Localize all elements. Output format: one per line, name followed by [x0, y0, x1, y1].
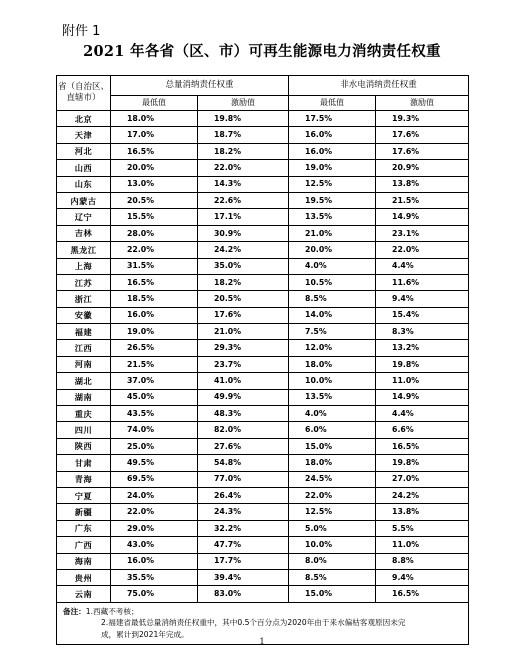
- nonhydro-min-cell: 4.0%: [289, 406, 376, 422]
- province-cell: 吉林: [57, 225, 111, 241]
- total-min-cell: 20.5%: [111, 192, 198, 208]
- table-row: [57, 258, 469, 274]
- total-incentive-cell: 49.9%: [198, 389, 289, 405]
- province-cell: 广西: [57, 537, 111, 553]
- total-min-cell: 35.5%: [111, 569, 198, 585]
- province-cell: 广东: [57, 520, 111, 536]
- nonhydro-incentive-cell: 19.3%: [376, 111, 469, 127]
- total-incentive-cell: 22.6%: [198, 192, 289, 208]
- total-min-cell: 37.0%: [111, 373, 198, 389]
- province-cell: 新疆: [57, 504, 111, 520]
- table-row: [57, 127, 469, 143]
- note-2-line-1: 2.福建省最低总量消纳责任权重中，其中0.5个百分点为2020年由于来水偏枯客观原因未完: [101, 618, 406, 628]
- nonhydro-incentive-cell: 13.2%: [376, 340, 469, 356]
- province-cell: 安徽: [57, 307, 111, 323]
- table-row: [57, 176, 469, 192]
- nonhydro-min-cell: 5.0%: [289, 520, 376, 536]
- table-row: [57, 356, 469, 372]
- nonhydro-min-cell: 19.5%: [289, 192, 376, 208]
- total-min-cell: 25.0%: [111, 438, 198, 454]
- total-min-cell: 22.0%: [111, 504, 198, 520]
- total-incentive-cell: 19.8%: [198, 111, 289, 127]
- nonhydro-min-header: 最低值: [289, 96, 376, 111]
- total-min-cell: 13.0%: [111, 176, 198, 192]
- province-cell: 海南: [57, 553, 111, 569]
- province-cell: 江苏: [57, 274, 111, 290]
- nonhydro-incentive-cell: 8.8%: [376, 553, 469, 569]
- group-header-non-hydro: 非水电消纳责任权重: [289, 76, 469, 96]
- table-row: [57, 520, 469, 536]
- total-min-cell: 43.0%: [111, 537, 198, 553]
- nonhydro-incentive-cell: 9.4%: [376, 291, 469, 307]
- nonhydro-min-cell: 10.5%: [289, 274, 376, 290]
- total-min-cell: 24.0%: [111, 487, 198, 503]
- total-incentive-cell: 18.2%: [198, 274, 289, 290]
- nonhydro-min-cell: 13.5%: [289, 209, 376, 225]
- nonhydro-min-cell: 7.5%: [289, 324, 376, 340]
- nonhydro-incentive-cell: 11.0%: [376, 373, 469, 389]
- total-min-cell: 21.5%: [111, 356, 198, 372]
- nonhydro-incentive-cell: 11.6%: [376, 274, 469, 290]
- nonhydro-min-cell: 17.5%: [289, 111, 376, 127]
- attachment-label: 附件 1: [62, 24, 101, 39]
- nonhydro-min-cell: 24.5%: [289, 471, 376, 487]
- nonhydro-min-cell: 15.0%: [289, 586, 376, 602]
- total-min-cell: 17.0%: [111, 127, 198, 143]
- total-min-cell: 16.5%: [111, 143, 198, 159]
- total-incentive-cell: 23.7%: [198, 356, 289, 372]
- table-row: [57, 324, 469, 340]
- total-min-cell: 43.5%: [111, 406, 198, 422]
- nonhydro-min-cell: 6.0%: [289, 422, 376, 438]
- total-min-cell: 16.5%: [111, 274, 198, 290]
- province-cell: 河北: [57, 143, 111, 159]
- total-min-cell: 69.5%: [111, 471, 198, 487]
- table-row: [57, 569, 469, 585]
- table-row: [57, 455, 469, 471]
- total-incentive-cell: 17.6%: [198, 307, 289, 323]
- province-cell: 内蒙古: [57, 192, 111, 208]
- nonhydro-min-cell: 18.0%: [289, 356, 376, 372]
- table-row: [57, 438, 469, 454]
- total-incentive-cell: 21.0%: [198, 324, 289, 340]
- total-min-cell: 16.0%: [111, 307, 198, 323]
- nonhydro-incentive-cell: 24.2%: [376, 487, 469, 503]
- total-incentive-cell: 17.1%: [198, 209, 289, 225]
- total-min-cell: 15.5%: [111, 209, 198, 225]
- total-min-cell: 18.0%: [111, 111, 198, 127]
- total-min-cell: 16.0%: [111, 553, 198, 569]
- total-incentive-cell: 30.9%: [198, 225, 289, 241]
- table-body: [57, 111, 469, 645]
- province-cell: 陕西: [57, 438, 111, 454]
- total-incentive-cell: 27.6%: [198, 438, 289, 454]
- province-cell: 山西: [57, 160, 111, 176]
- province-cell: 宁夏: [57, 487, 111, 503]
- table-row: [57, 504, 469, 520]
- province-cell: 贵州: [57, 569, 111, 585]
- nonhydro-min-cell: 8.0%: [289, 553, 376, 569]
- total-min-cell: 20.0%: [111, 160, 198, 176]
- total-incentive-header: 激励值: [198, 96, 289, 111]
- nonhydro-incentive-cell: 8.3%: [376, 324, 469, 340]
- total-incentive-cell: 35.0%: [198, 258, 289, 274]
- nonhydro-incentive-cell: 13.8%: [376, 504, 469, 520]
- nonhydro-min-cell: 10.0%: [289, 373, 376, 389]
- province-cell: 湖南: [57, 389, 111, 405]
- nonhydro-incentive-cell: 17.6%: [376, 127, 469, 143]
- nonhydro-min-cell: 22.0%: [289, 487, 376, 503]
- nonhydro-min-cell: 8.5%: [289, 291, 376, 307]
- total-incentive-cell: 39.4%: [198, 569, 289, 585]
- nonhydro-min-cell: 16.0%: [289, 143, 376, 159]
- province-cell: 天津: [57, 127, 111, 143]
- notes-label: 备注：: [63, 606, 86, 616]
- nonhydro-min-cell: 12.5%: [289, 176, 376, 192]
- table-row: [57, 586, 469, 602]
- nonhydro-incentive-cell: 11.0%: [376, 537, 469, 553]
- province-cell: 浙江: [57, 291, 111, 307]
- nonhydro-incentive-cell: 6.6%: [376, 422, 469, 438]
- table-row: [57, 553, 469, 569]
- total-incentive-cell: 26.4%: [198, 487, 289, 503]
- table-row: [57, 143, 469, 159]
- nonhydro-min-cell: 13.5%: [289, 389, 376, 405]
- total-incentive-cell: 82.0%: [198, 422, 289, 438]
- nonhydro-min-cell: 4.0%: [289, 258, 376, 274]
- total-min-cell: 49.5%: [111, 455, 198, 471]
- group-header-total: 总量消纳责任权重: [111, 76, 289, 96]
- total-incentive-cell: 18.7%: [198, 127, 289, 143]
- total-min-cell: 26.5%: [111, 340, 198, 356]
- page-number: 1: [259, 637, 265, 646]
- total-incentive-cell: 18.2%: [198, 143, 289, 159]
- total-min-header: 最低值: [111, 96, 198, 111]
- nonhydro-min-cell: 14.0%: [289, 307, 376, 323]
- total-incentive-cell: 47.7%: [198, 537, 289, 553]
- province-cell: 甘肃: [57, 455, 111, 471]
- total-min-cell: 75.0%: [111, 586, 198, 602]
- nonhydro-min-cell: 20.0%: [289, 242, 376, 258]
- nonhydro-incentive-cell: 9.4%: [376, 569, 469, 585]
- province-cell: 河南: [57, 356, 111, 372]
- table-row: [57, 422, 469, 438]
- nonhydro-min-cell: 15.0%: [289, 438, 376, 454]
- nonhydro-min-cell: 12.0%: [289, 340, 376, 356]
- total-incentive-cell: 17.7%: [198, 553, 289, 569]
- nonhydro-incentive-cell: 5.5%: [376, 520, 469, 536]
- total-incentive-cell: 20.5%: [198, 291, 289, 307]
- nonhydro-incentive-cell: 23.1%: [376, 225, 469, 241]
- table-row: [57, 160, 469, 176]
- nonhydro-incentive-header: 激励值: [376, 96, 469, 111]
- total-incentive-cell: 48.3%: [198, 406, 289, 422]
- total-min-cell: 29.0%: [111, 520, 198, 536]
- province-cell: 重庆: [57, 406, 111, 422]
- province-cell: 青海: [57, 471, 111, 487]
- total-min-cell: 74.0%: [111, 422, 198, 438]
- province-cell: 山东: [57, 176, 111, 192]
- total-incentive-cell: 24.3%: [198, 504, 289, 520]
- province-cell: 福建: [57, 324, 111, 340]
- table-row: [57, 537, 469, 553]
- table-row: [57, 389, 469, 405]
- nonhydro-incentive-cell: 16.5%: [376, 586, 469, 602]
- total-incentive-cell: 77.0%: [198, 471, 289, 487]
- nonhydro-incentive-cell: 16.5%: [376, 438, 469, 454]
- table-row: [57, 274, 469, 290]
- total-incentive-cell: 14.3%: [198, 176, 289, 192]
- total-incentive-cell: 32.2%: [198, 520, 289, 536]
- total-min-cell: 31.5%: [111, 258, 198, 274]
- table-row: [57, 242, 469, 258]
- total-incentive-cell: 24.2%: [198, 242, 289, 258]
- total-incentive-cell: 22.0%: [198, 160, 289, 176]
- total-min-cell: 28.0%: [111, 225, 198, 241]
- table-row: [57, 487, 469, 503]
- nonhydro-incentive-cell: 19.8%: [376, 356, 469, 372]
- nonhydro-incentive-cell: 14.9%: [376, 389, 469, 405]
- nonhydro-incentive-cell: 17.6%: [376, 143, 469, 159]
- table-row: [57, 373, 469, 389]
- table-row: [57, 192, 469, 208]
- table-row: [57, 471, 469, 487]
- table-row: [57, 307, 469, 323]
- nonhydro-min-cell: 10.0%: [289, 537, 376, 553]
- quota-table: [56, 75, 469, 645]
- total-min-cell: 22.0%: [111, 242, 198, 258]
- nonhydro-incentive-cell: 14.9%: [376, 209, 469, 225]
- nonhydro-incentive-cell: 4.4%: [376, 406, 469, 422]
- nonhydro-min-cell: 8.5%: [289, 569, 376, 585]
- province-cell: 四川: [57, 422, 111, 438]
- nonhydro-incentive-cell: 19.8%: [376, 455, 469, 471]
- total-incentive-cell: 41.0%: [198, 373, 289, 389]
- table-row: [57, 225, 469, 241]
- note-2-line-2: 成，累计到2021年完成。: [101, 629, 189, 639]
- province-cell: 湖北: [57, 373, 111, 389]
- table-row: [57, 291, 469, 307]
- header-row-subcolumns: [57, 96, 469, 111]
- note-1: 1.西藏不考核；: [85, 606, 139, 616]
- nonhydro-min-cell: 12.5%: [289, 504, 376, 520]
- nonhydro-incentive-cell: 13.8%: [376, 176, 469, 192]
- header-row-groups: [57, 76, 469, 96]
- total-min-cell: 18.5%: [111, 291, 198, 307]
- province-cell: 云南: [57, 586, 111, 602]
- table-row: [57, 111, 469, 127]
- total-incentive-cell: 83.0%: [198, 586, 289, 602]
- nonhydro-min-cell: 19.0%: [289, 160, 376, 176]
- table-row: [57, 209, 469, 225]
- province-cell: 黑龙江: [57, 242, 111, 258]
- province-header: 省（自治区、直辖市）: [57, 76, 111, 111]
- table-row: [57, 340, 469, 356]
- province-cell: 江西: [57, 340, 111, 356]
- table-row: [57, 406, 469, 422]
- nonhydro-incentive-cell: 21.5%: [376, 192, 469, 208]
- province-cell: 上海: [57, 258, 111, 274]
- nonhydro-incentive-cell: 27.0%: [376, 471, 469, 487]
- nonhydro-incentive-cell: 20.9%: [376, 160, 469, 176]
- nonhydro-incentive-cell: 15.4%: [376, 307, 469, 323]
- province-cell: 辽宁: [57, 209, 111, 225]
- total-min-cell: 45.0%: [111, 389, 198, 405]
- total-incentive-cell: 54.8%: [198, 455, 289, 471]
- nonhydro-min-cell: 16.0%: [289, 127, 376, 143]
- nonhydro-min-cell: 21.0%: [289, 225, 376, 241]
- nonhydro-min-cell: 18.0%: [289, 455, 376, 471]
- nonhydro-incentive-cell: 22.0%: [376, 242, 469, 258]
- nonhydro-incentive-cell: 4.4%: [376, 258, 469, 274]
- document-title: 2021 年各省（区、市）可再生能源电力消纳责任权重: [83, 43, 441, 60]
- total-incentive-cell: 29.3%: [198, 340, 289, 356]
- province-cell: 北京: [57, 111, 111, 127]
- total-min-cell: 19.0%: [111, 324, 198, 340]
